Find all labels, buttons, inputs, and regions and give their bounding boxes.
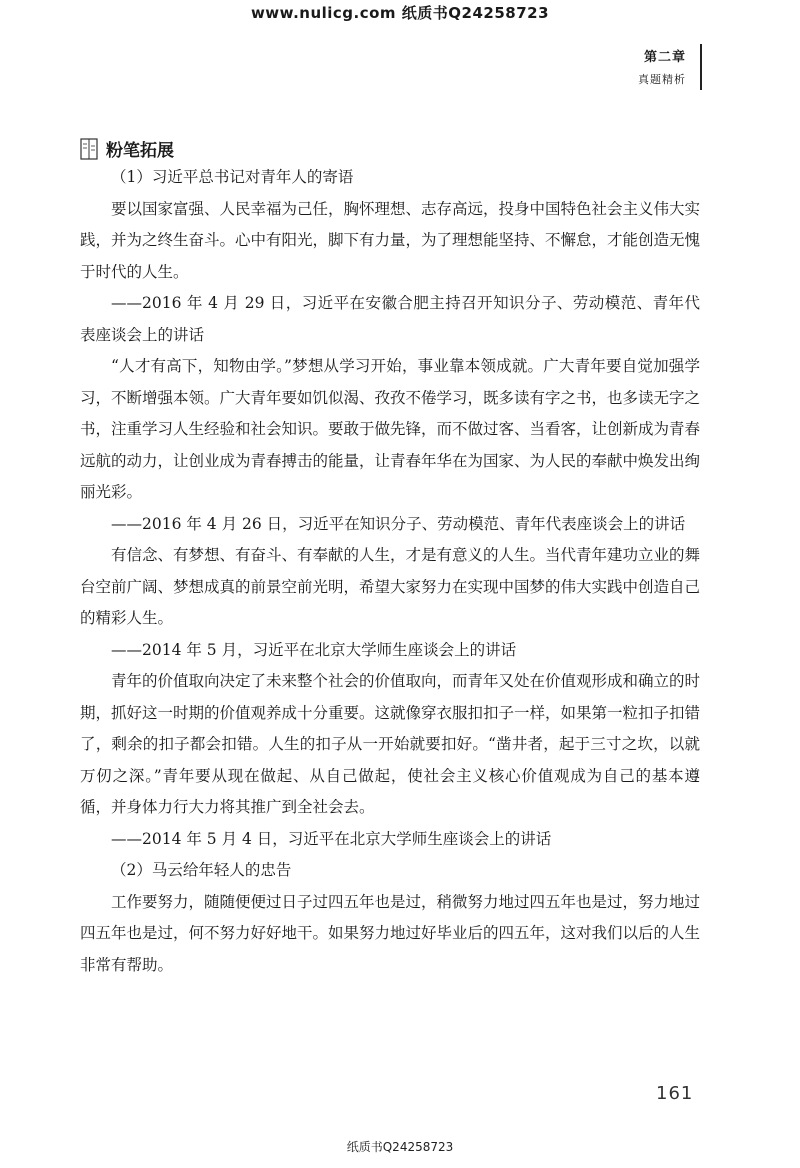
chalk-book-icon — [80, 138, 98, 160]
subheading-2: （2）马云给年轻人的忠告 — [111, 861, 292, 879]
chapter-label: 第二章 — [643, 50, 686, 65]
running-header — [638, 46, 686, 87]
page-number: 161 — [656, 1083, 694, 1104]
citation: ——2014 年 5 月，习近平在北京大学师生座谈会上的讲话 — [111, 640, 517, 659]
chapter-subtitle: 真题精析 — [638, 73, 686, 86]
body-text — [80, 162, 700, 981]
paragraph: 青年的价值取向决定了未来整个社会的价值取向，而青年又处在价值观形成和确立的时期，抓好这一时期的价值观养成十分重要。这就像穿衣服扣扣子一样，如果第一粒扣子扣错了，剩余的扣子都会扣错。人生的扣子从一开始就要扣好。“凿井者，起于三寸之坎，以就万仞之深。”青年要从现在做起、从自己做起，使社会主义核心价值观成为自己的基本遵循，并身体力行大力将其推广到全社会去。 — [80, 672, 701, 816]
citation: ——2016 年 4 月 29 日，习近平在安徽合肥主持召开知识分子、劳动模范、青年代表座谈会上的讲话 — [80, 294, 700, 344]
paragraph: 有信念、有梦想、有奋斗、有奉献的人生，才是有意义的人生。当代青年建功立业的舞台空前广阔、梦想成真的前景空前光明，希望大家努力在实现中国梦的伟大实践中创造自己的精彩人生。 — [80, 546, 701, 627]
section-heading — [80, 136, 174, 161]
citation: ——2014 年 5 月 4 日，习近平在北京大学师生座谈会上的讲话 — [111, 829, 552, 848]
citation: ——2016 年 4 月 26 日，习近平在知识分子、劳动模范、青年代表座谈会上的讲话 — [111, 514, 686, 533]
footer-watermark: 纸质书Q24258723 — [346, 1140, 454, 1154]
paragraph: “人才有高下，知物由学。”梦想从学习开始，事业靠本领成就。广大青年要自觉加强学习，不断增强本领。广大青年要如饥似渴、孜孜不倦学习，既多读有字之书，也多读无字之书，注重学习人生经验和社会知识。要敢于做先锋，而不做过客、当看客，让创新成为青春远航的动力，让创业成为青春搏击的能量，让青春年华在为国家、为人民的奉献中焕发出绚丽光彩。 — [80, 357, 701, 501]
subheading-1: （1）习近平总书记对青年人的寄语 — [111, 168, 354, 186]
paragraph: 工作要努力，随随便便过日子过四五年也是过，稍微努力地过四五年也是过，努力地过四五年也是过，何不努力好好地干。如果努力地过好毕业后的四五年，这对我们以后的人生非常有帮助。 — [80, 892, 701, 974]
section-title: 粉笔拓展 — [106, 141, 174, 161]
top-watermark-banner: www.nulicg.com 纸质书Q24258723 — [250, 4, 550, 22]
paragraph: 要以国家富强、人民幸福为己任，胸怀理想、志存高远，投身中国特色社会主义伟大实践，并为之终生奋斗。心中有阳光，脚下有力量，为了理想能坚持、不懈怠，才能创造无愧于时代的人生。 — [80, 199, 701, 281]
header-vertical-rule — [700, 44, 702, 90]
